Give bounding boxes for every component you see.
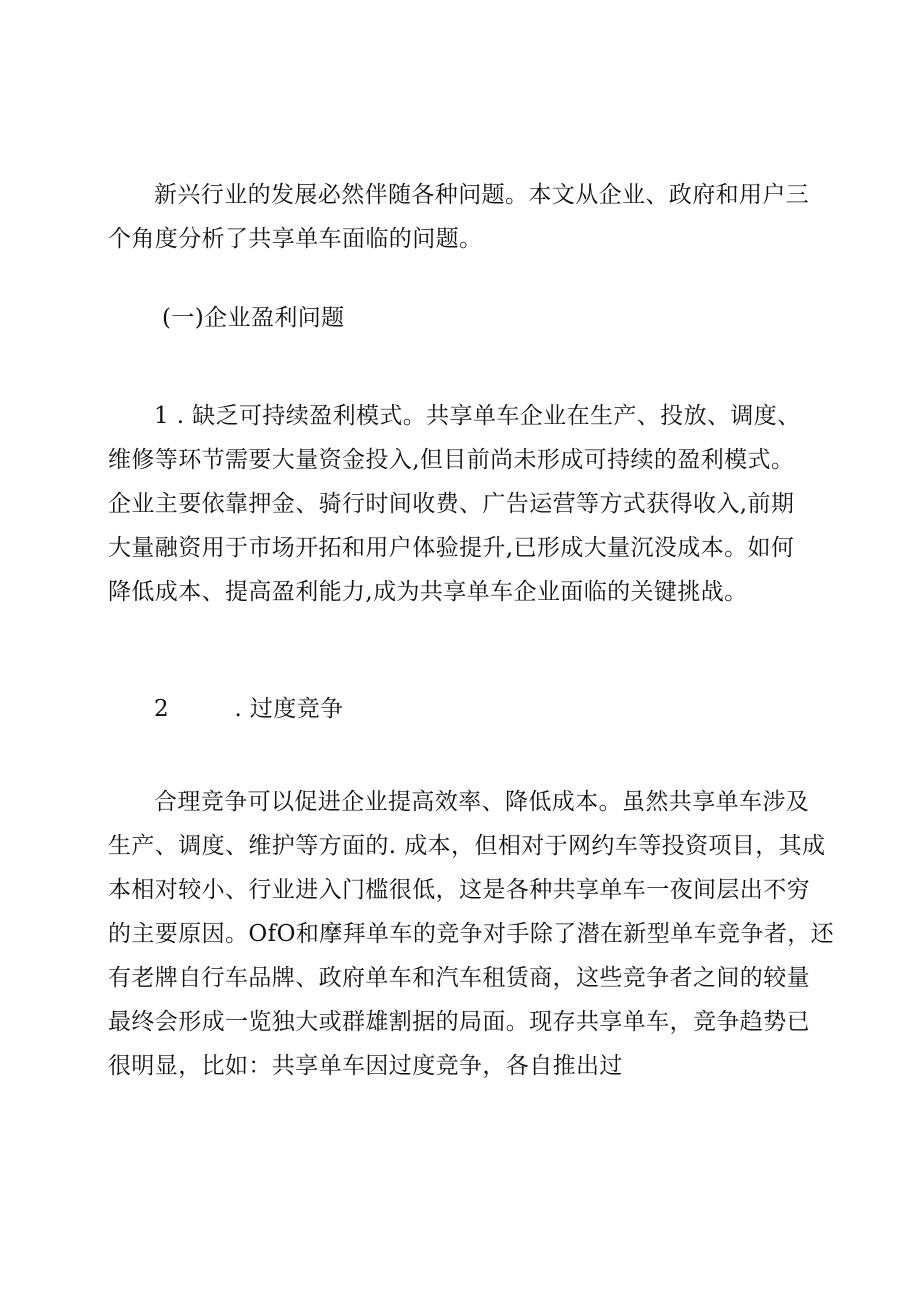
intro-line: 个角度分析了共享单车面临的问题。 [108, 226, 483, 252]
item2-number: 2 [154, 696, 170, 722]
item2-heading [154, 693, 344, 725]
intro-line: 新兴行业的发展必然伴随各种问题。本文从企业、政府和用户三 [154, 182, 810, 208]
item2-body-line: 本相对较小、行业进入门槛很低，这是各种共享单车一夜间层出不穷 [108, 877, 810, 903]
item2-body-line: 的主要原因。OfO和摩拜单车的竞争对手除了潜在新型单车竞争者，还 [108, 921, 835, 947]
item1-line: 企业主要依靠押金、骑行时间收费、广告运营等方式获得收入,前期 [108, 491, 795, 517]
item1-line: 1 . 缺乏可持续盈利模式。共享单车企业在生产、投放、调度、 [154, 403, 801, 429]
item1-line: 大量融资用于市场开拓和用户体验提升,已形成大量沉没成本。如何 [108, 535, 795, 561]
item2-body-line: 有老牌自行车品牌、政府单车和汽车租赁商，这些竞争者之间的较量 [108, 965, 810, 991]
section-heading: (一)企业盈利问题 [162, 305, 345, 331]
item2-body-line: 生产、调度、维护等方面的. 成本，但相对于网约车等投资项目，其成 [108, 833, 826, 859]
item2-body-line: 最终会形成一览独大或群雄割据的局面。现存共享单车，竞争趋势已 [108, 1009, 810, 1035]
item2-body-line: 合理竞争可以促进企业提高效率、降低成本。虽然共享单车涉及 [154, 789, 810, 815]
item1-paragraph [108, 394, 818, 614]
item2-title: . 过度竞争 [234, 696, 344, 722]
item2-body-line: 很明显，比如：共享单车因过度竞争，各自推出过 [108, 1053, 623, 1079]
intro-paragraph [108, 173, 818, 261]
item1-line: 维修等环节需要大量资金投入,但目前尚未形成可持续的盈利模式。 [108, 447, 795, 473]
item1-line: 降低成本、提高盈利能力,成为共享单车企业面临的关键挑战。 [108, 579, 748, 605]
item2-body-paragraph [108, 780, 835, 1088]
